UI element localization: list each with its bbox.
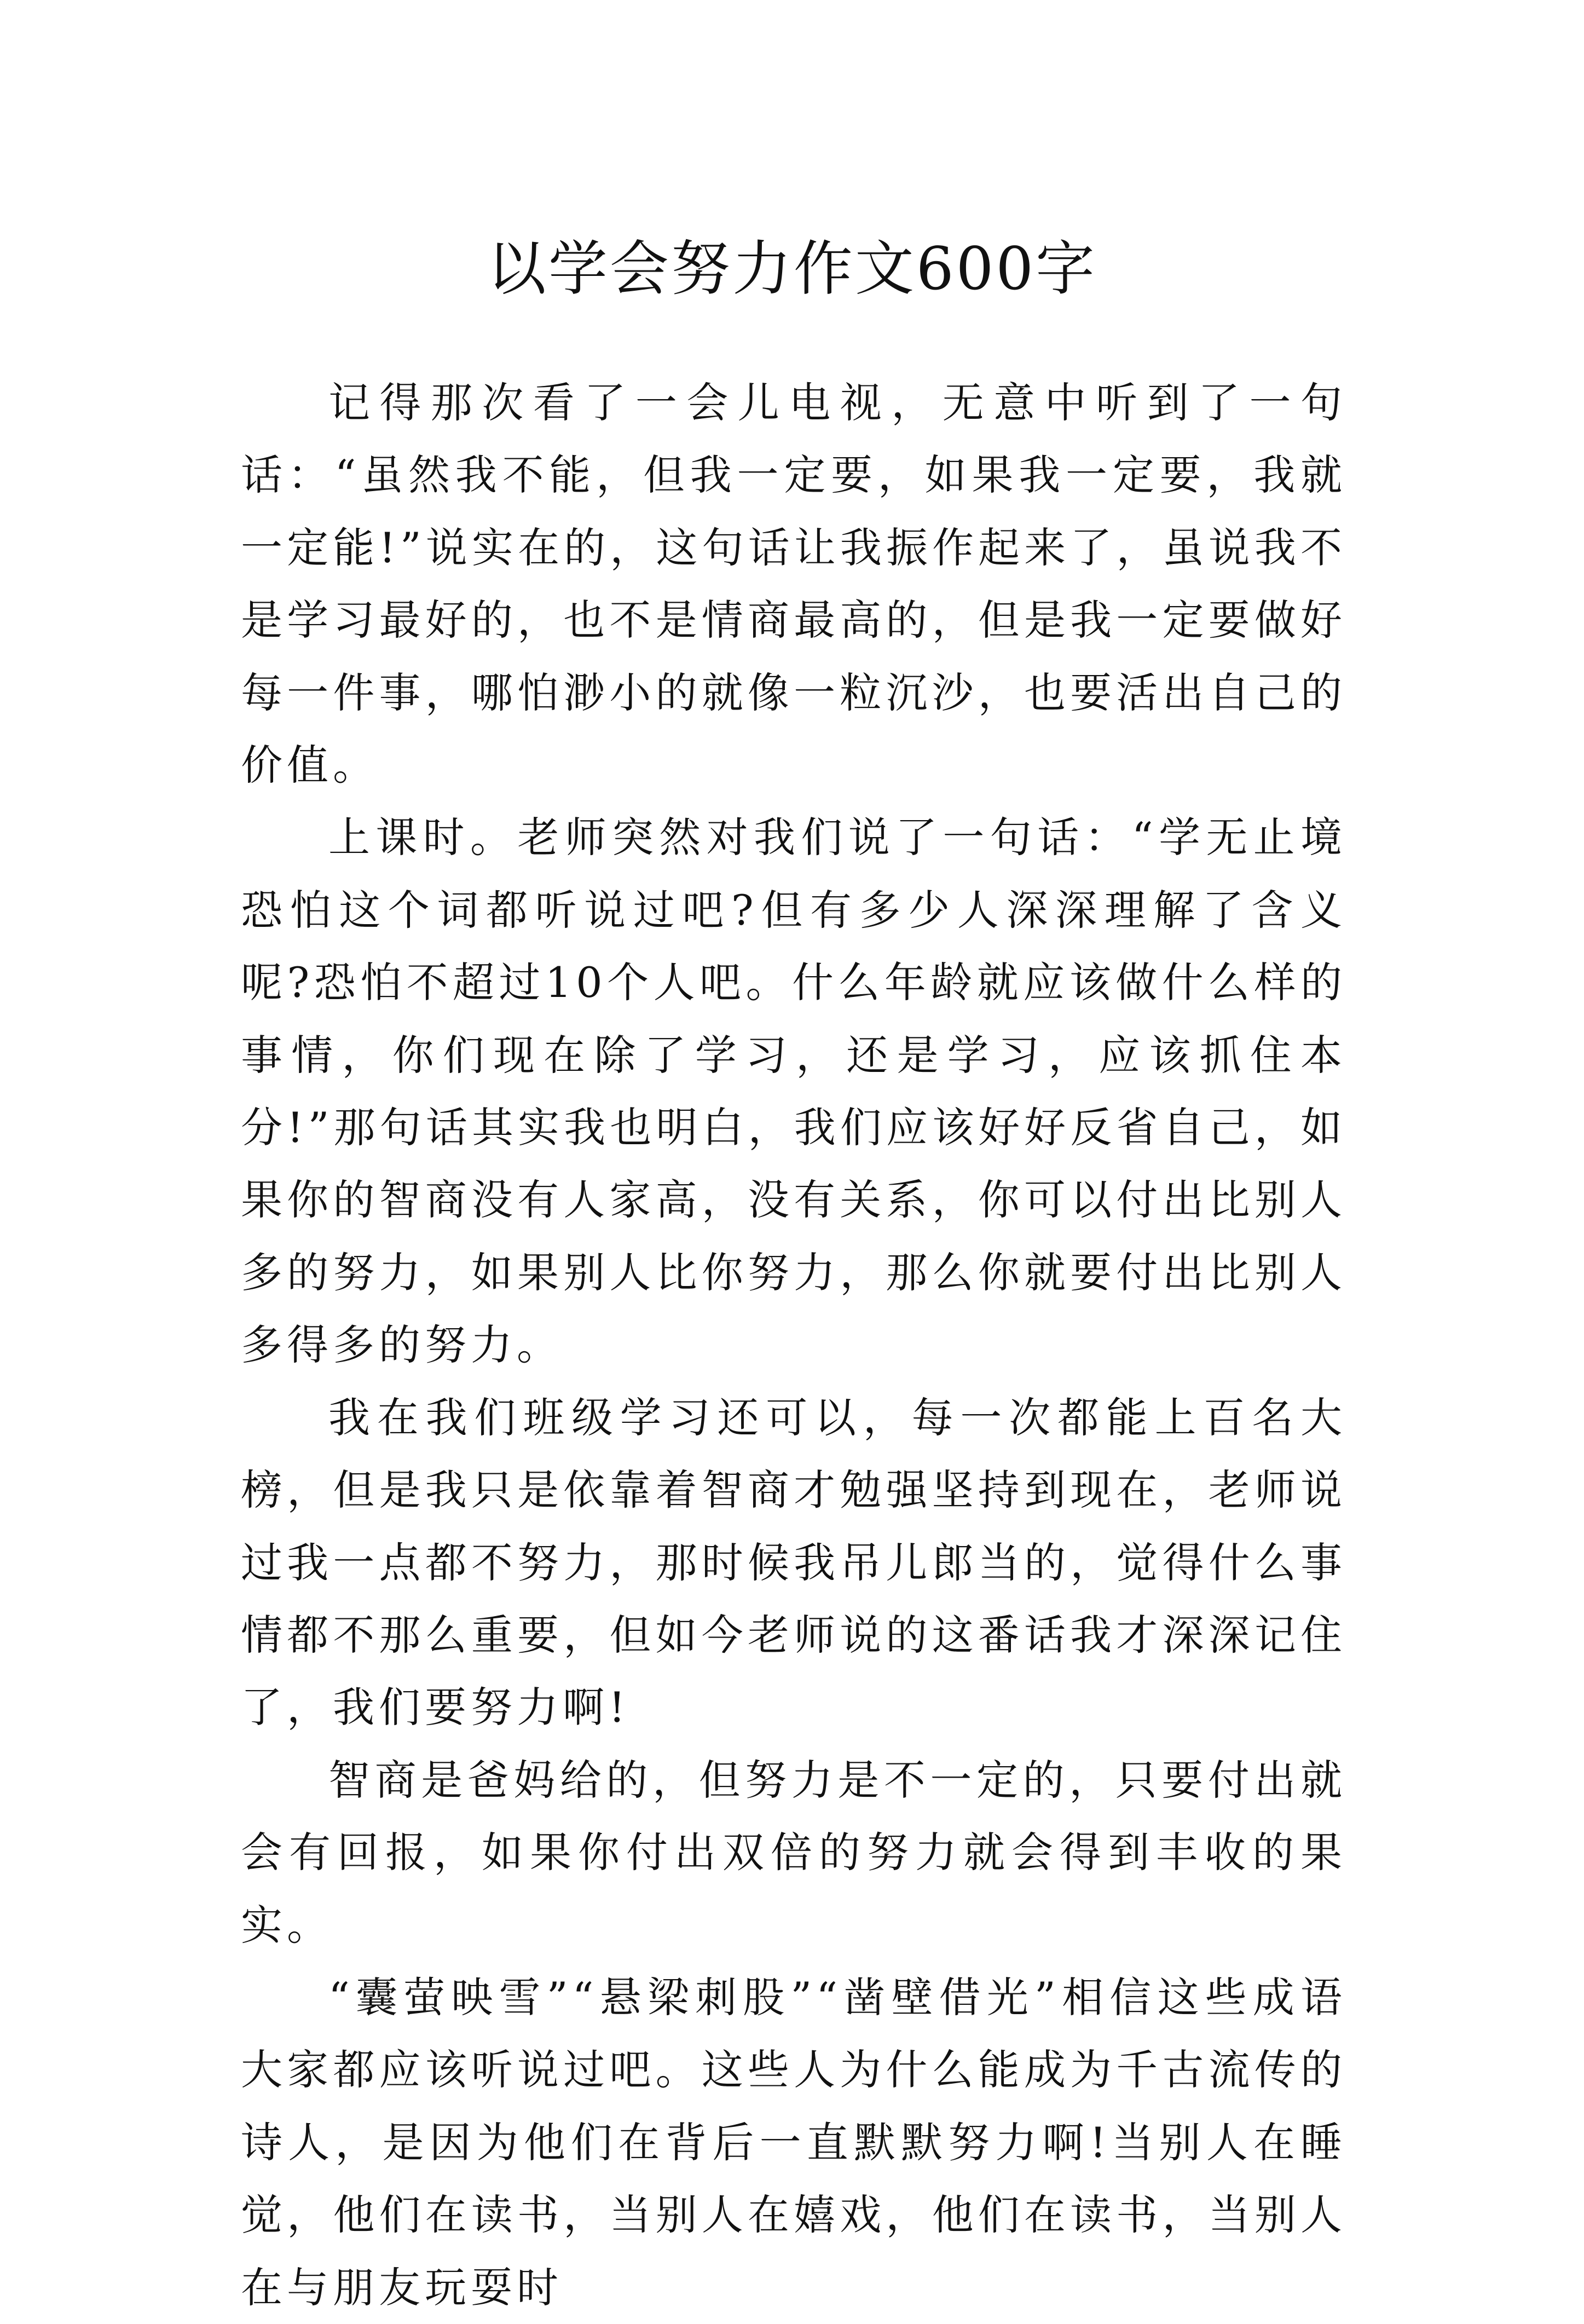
paragraph: “囊萤映雪”“悬梁刺股”“凿壁借光”相信这些成语大家都应该听说过吧。这些人为什么能成为千古流传的诗人，是因为他们在背后一直默默努力啊!当别人在睡觉，他们在读书，当别人在嬉戏，他们在读书，当别人在与朋友玩耍时 xyxy=(241,1973,1346,2312)
document-body xyxy=(241,367,1346,2324)
paragraph: 我在我们班级学习还可以，每一次都能上百名大榜，但是我只是依靠着智商才勉强坚持到现在，老师说过我一点都不努力，那时候我吊儿郎当的，觉得什么事情都不那么重要，但如今老师说的这番话我才深深记住了，我们要努力啊! xyxy=(241,1393,1346,1732)
document-title: 以学会努力作文600字 xyxy=(487,235,1097,304)
paragraph: 上课时。老师突然对我们说了一句话：“学无止境恐怕这个词都听说过吧?但有多少人深深理解了含义呢?恐怕不超过10个人吧。什么年龄就应该做什么样的事情，你们现在除了学习，还是学习，应该抓住本分!”那句话其实我也明白，我们应该好好反省自己，如果你的智商没有人家高，没有关系，你可以付出比别人多的努力，如果别人比你努力，那么你就要付出比别人多得多的努力。 xyxy=(241,813,1346,1370)
paragraph: 记得那次看了一会儿电视，无意中听到了一句话：“虽然我不能，但我一定要，如果我一定要，我就一定能!”说实在的，这句话让我振作起来了，虽说我不是学习最好的，也不是情商最高的，但是我一定要做好每一件事，哪怕渺小的就像一粒沉沙，也要活出自己的价值。 xyxy=(241,378,1346,790)
paragraph: 智商是爸妈给的，但努力是不一定的，只要付出就会有回报，如果你付出双倍的努力就会得到丰收的果实。 xyxy=(241,1755,1346,1950)
